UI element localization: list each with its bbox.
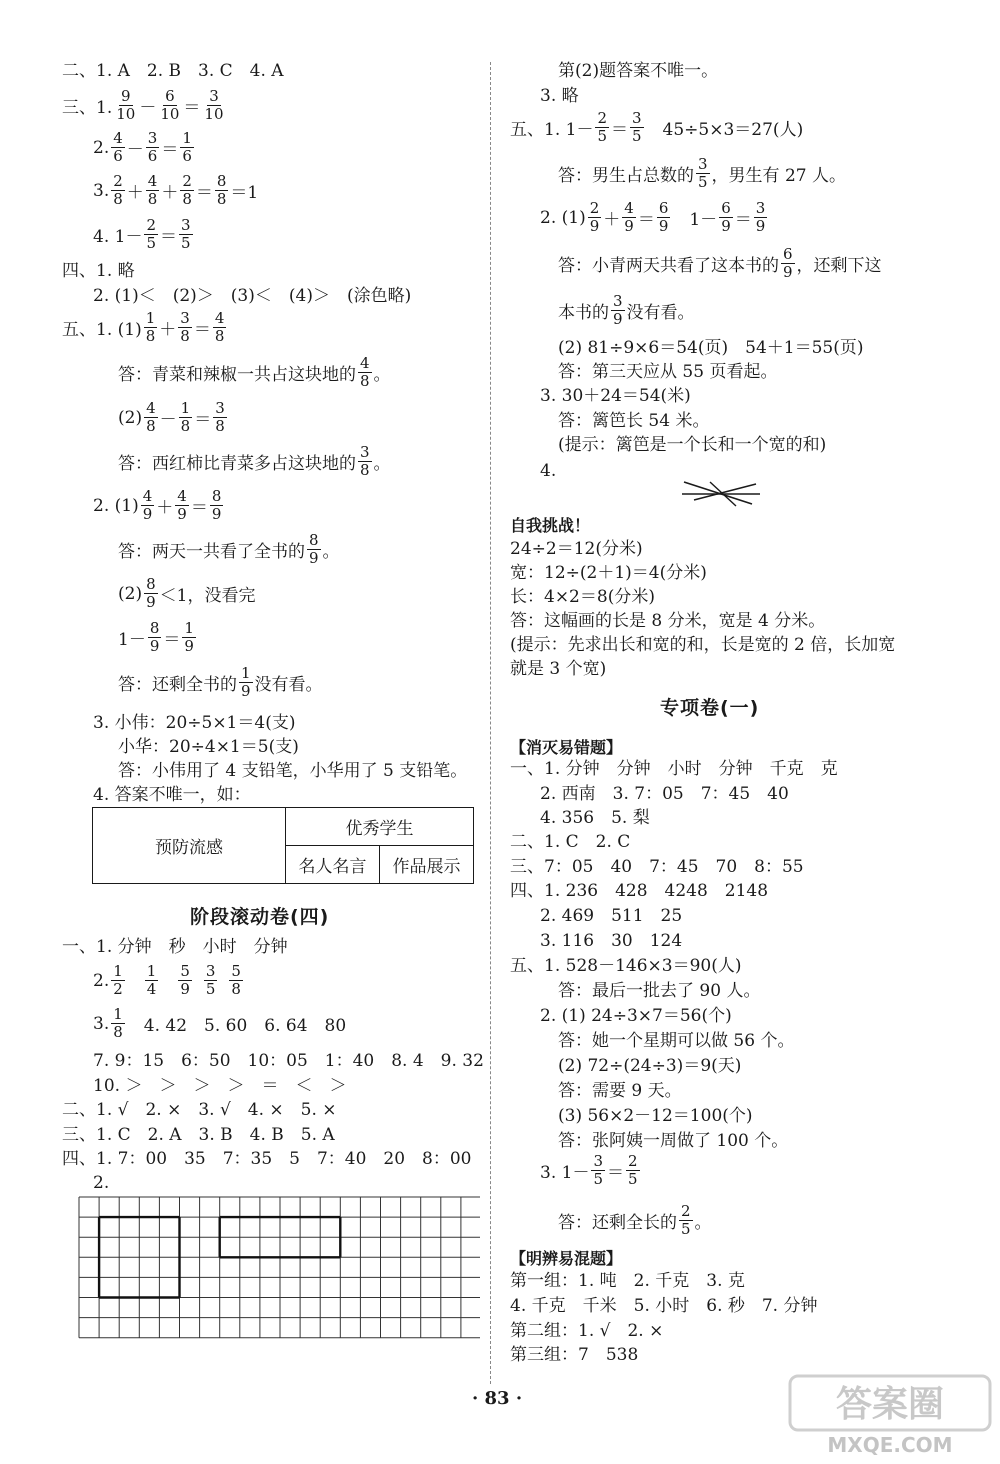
answer-line: 答：她一个星期可以做 56 个。 (558, 1031, 795, 1051)
answer-sentence: 答：两天一共看了全书的 $\frac{8}{9}$ 。 (118, 531, 340, 567)
fraction: $\frac{3}{6}$ (147, 129, 158, 165)
fraction: $\frac{4}{8}$ (147, 172, 158, 208)
answer-line: 三、1. C 2. A 3. B 4. B 5. A (62, 1125, 335, 1145)
svg-text:MXQE.COM: MXQE.COM (827, 1433, 953, 1457)
answer-line: 2. (1) 24÷3×7＝56(个) (540, 1006, 732, 1026)
answer-line: 答：小伟用了 4 支铅笔，小华用了 5 支铅笔。 (118, 761, 468, 781)
answer-line: 一、1. 分钟 秒 小时 分钟 (62, 937, 288, 957)
fraction-equation: 1－ $\frac{8}{9}$ ＝ $\frac{1}{9}$ (118, 619, 194, 655)
svg-text:答案圈: 答案圈 (835, 1384, 945, 1425)
crossing-lines-drawing (680, 478, 762, 510)
fraction: $\frac{3}{8}$ (180, 309, 190, 345)
answer-sentence: 答：小青两天共看了这本书的 $\frac{6}{9}$ ，还剩下这 (558, 245, 882, 281)
answer-line: (提示：先求出长和宽的和，长是宽的 2 倍，长加宽 (510, 635, 896, 655)
fraction-equation: 3. 1－ $\frac{3}{5}$ ＝ $\frac{2}{5}$ (540, 1152, 638, 1188)
award-table (92, 807, 474, 884)
fraction: $\frac{5}{9}$ (180, 962, 190, 998)
fraction: $\frac{2}{9}$ (589, 199, 600, 235)
answer-line: (2) 81÷9×6＝54(页) 54＋1＝55(页) (558, 338, 864, 358)
answer-line: 一、1. 分钟 分钟 小时 分钟 千克 克 (510, 759, 838, 779)
table-cell: 作品展示 (380, 846, 474, 884)
fraction: $\frac{5}{8}$ (231, 962, 241, 998)
answer-line: 二、1. √ 2. × 3. √ 4. × 5. × (62, 1100, 337, 1120)
fraction: $\frac{1}{9}$ (241, 664, 251, 700)
fraction-equation: 3. $\frac{2}{8}$ ＋ $\frac{4}{8}$ ＋ $\frac{2}{8}$ ＝ $\frac{8}{8}$ ＝1 (93, 172, 259, 208)
fraction-equation: 4. 1－ $\frac{2}{5}$ ＝ $\frac{3}{5}$ (93, 216, 191, 252)
answer-line: 答：第三天应从 55 页看起。 (558, 362, 778, 382)
fraction: $\frac{4}{9}$ (177, 487, 187, 523)
fraction-equation: 2. $\frac{4}{6}$ － $\frac{3}{6}$ ＝ $\frac{1}{6}$ (93, 129, 192, 165)
answer-line: 3. 小伟：20÷5×1＝4(支) (93, 713, 296, 733)
section-title: 阶段滚动卷(四) (190, 906, 330, 928)
answer-line: 第(2)题答案不唯一。 (558, 61, 719, 81)
fraction: $\frac{3}{5}$ (181, 216, 191, 252)
answer-line: 小华：20÷4×1＝5(支) (118, 737, 299, 757)
fraction: $\frac{1}{2}$ (113, 962, 123, 998)
answer-line: 2. (93, 1173, 110, 1193)
challenge-heading: 自我挑战！ (510, 516, 591, 535)
answer-line: (3) 56×2－12＝100(个) (558, 1106, 753, 1126)
answer-line: 四、1. 7：00 35 7：35 5 7：40 20 8：00 (62, 1149, 472, 1169)
answer-line: 2. 西南 3. 7：05 7：45 40 (540, 784, 789, 804)
fraction: $\frac{8}{9}$ (149, 619, 160, 655)
fraction-equation: 五、1. (1) $\frac{1}{8}$ ＋ $\frac{3}{8}$ ＝ $\frac{4}{8}$ (62, 309, 225, 345)
table-cell: 优秀学生 (286, 808, 474, 846)
answer-sentence: 答：西红柿比青菜多占这块地的 $\frac{3}{8}$ 。 (118, 443, 391, 479)
answer-sentence: 答：青菜和辣椒一共占这块地的 $\frac{4}{8}$ 。 (118, 354, 391, 390)
subsection-heading: 【消灭易错题】 (510, 738, 623, 757)
answer-line: 三、7：05 40 7：45 70 8：55 (510, 857, 804, 877)
fraction: $\frac{2}{5}$ (681, 1202, 691, 1238)
answer-line: 答：需要 9 天。 (558, 1081, 682, 1101)
answer-line: 第一组：1. 吨 2. 千克 3. 克 (510, 1271, 745, 1291)
fraction: $\frac{3}{8}$ (360, 443, 370, 479)
fraction: $\frac{3}{5}$ (205, 962, 216, 998)
table-cell: 预防流感 (93, 808, 286, 884)
answer-line: 4. 千克 千米 5. 小时 6. 秒 7. 分钟 (510, 1296, 818, 1316)
answer-line: 3. 略 (540, 86, 579, 106)
answer-line: 7. 9：15 6：50 10：05 1：40 8. 4 9. 32 (93, 1051, 484, 1071)
fraction: $\frac{6}{9}$ (658, 199, 669, 235)
page-number: · 83 · (472, 1388, 523, 1409)
fraction: $\frac{2}{5}$ (146, 216, 156, 252)
fraction: $\frac{3}{8}$ (215, 399, 225, 435)
fraction: $\frac{3}{9}$ (755, 199, 766, 235)
fraction: $\frac{4}{9}$ (142, 487, 153, 523)
answer-line: 2. (1)＜ (2)＞ (3)＜ (4)＞ (涂色略) (93, 286, 412, 306)
answer-line: 4. 356 5. 梨 (540, 808, 650, 828)
fraction: $\frac{3}{5}$ (593, 1152, 603, 1188)
answer-line: 就是 3 个宽) (510, 659, 607, 679)
fraction: $\frac{4}{8}$ (214, 309, 225, 345)
answer-line: 第三组：7 538 (510, 1345, 639, 1365)
watermark-logo (782, 1374, 992, 1458)
fraction: $\frac{1}{9}$ (184, 619, 194, 655)
fraction-equation: 三、1. $\frac{9}{10}$ － $\frac{6}{10}$ ＝ $\frac{3}{10}$ (62, 87, 224, 123)
fraction: $\frac{2}{5}$ (597, 109, 607, 145)
answer-line: 长：4×2＝8(分米) (510, 587, 655, 607)
answer-line: 答：篱笆长 54 米。 (558, 411, 710, 431)
fraction: $\frac{2}{8}$ (113, 172, 123, 208)
answer-line: 宽：12÷(2＋1)＝4(分米) (510, 563, 707, 583)
answer-line: 四、1. 略 (62, 261, 135, 281)
fraction-equation: (2) $\frac{4}{8}$ － $\frac{1}{8}$ ＝ $\frac{3}{8}$ (118, 399, 225, 435)
grid-drawing (78, 1196, 480, 1342)
column-divider (490, 62, 491, 1384)
subsection-heading: 【明辨易混题】 (510, 1249, 623, 1268)
fraction: $\frac{6}{9}$ (721, 199, 731, 235)
fraction: $\frac{1}{8}$ (113, 1005, 123, 1041)
answer-line: 3. 30＋24＝54(米) (540, 386, 691, 406)
answer-line: 五、1. 528－146×3＝90(人) (510, 956, 742, 976)
answer-line: 10. ＞ ＞ ＞ ＞ ＝ ＜ ＞ (93, 1076, 347, 1096)
answer-line: 二、1. A 2. B 3. C 4. A (62, 61, 284, 81)
answer-line: 答：最后一批去了 90 人。 (558, 981, 761, 1001)
table-cell: 名人名言 (286, 846, 380, 884)
section-title: 专项卷(一) (660, 697, 760, 719)
fraction: $\frac{8}{9}$ (211, 487, 222, 523)
fraction: $\frac{1}{4}$ (146, 962, 157, 998)
fraction: $\frac{3}{5}$ (698, 155, 708, 191)
fraction: $\frac{3}{10}$ (204, 87, 224, 123)
answer-line: 4. 答案不唯一，如： (93, 785, 251, 805)
fraction-equation: 五、1. 1－ $\frac{2}{5}$ ＝ $\frac{3}{5}$ 45÷5×3＝27(人) (510, 109, 804, 145)
fraction: $\frac{4}{8}$ (146, 399, 156, 435)
fraction: $\frac{1}{8}$ (145, 309, 156, 345)
answer-line: 2. 469 511 25 (540, 906, 683, 926)
fraction: $\frac{8}{8}$ (216, 172, 227, 208)
answer-line: (提示：篱笆是一个长和一个宽的和) (558, 435, 827, 455)
answer-sentence: 答：还剩全长的 $\frac{2}{5}$ 。 (558, 1202, 712, 1238)
answer-line: 第二组：1. √ 2. × (510, 1321, 664, 1341)
answer-line: 3. 116 30 124 (540, 931, 683, 951)
fraction: $\frac{3}{5}$ (632, 109, 642, 145)
answer-sentence: 本书的 $\frac{3}{9}$ 没有看。 (558, 292, 695, 328)
answer-line: 二、1. C 2. C (510, 832, 631, 852)
answer-line: 24÷2＝12(分米) (510, 539, 643, 559)
fraction: $\frac{1}{8}$ (180, 399, 191, 435)
answer-line: 4. (540, 461, 557, 481)
fraction-statement: (2) $\frac{8}{9}$ ＜1，没看完 (118, 575, 256, 611)
fraction: $\frac{2}{5}$ (628, 1152, 638, 1188)
answer-sentence: 答：还剩全书的 $\frac{1}{9}$ 没有看。 (118, 664, 323, 700)
fraction-equation: 2. (1) $\frac{2}{9}$ ＋ $\frac{4}{9}$ ＝ $\frac{6}{9}$ 1－ $\frac{6}{9}$ ＝ $\frac{3}{9}$ (540, 199, 766, 235)
answer-line: 答：这幅画的长是 8 分米，宽是 4 分米。 (510, 611, 826, 631)
fraction: $\frac{8}{9}$ (309, 531, 319, 567)
fraction: $\frac{4}{8}$ (360, 354, 370, 390)
fraction-list: 2. $\frac{1}{2}$ $\frac{1}{4}$ $\frac{5}{9}$ $\frac{3}{5}$ $\frac{5}{8}$ (93, 962, 241, 998)
fraction: $\frac{8}{9}$ (146, 575, 156, 611)
fraction: $\frac{2}{8}$ (182, 172, 192, 208)
answer-line: 四、1. 236 428 4248 2148 (510, 881, 769, 901)
fraction: $\frac{3}{9}$ (613, 292, 623, 328)
fraction: $\frac{6}{9}$ (783, 245, 793, 281)
answer-line: 3. $\frac{1}{8}$ 4. 42 5. 60 6. 64 80 (93, 1005, 347, 1041)
fraction-equation: 2. (1) $\frac{4}{9}$ ＋ $\frac{4}{9}$ ＝ $\frac{8}{9}$ (93, 487, 222, 523)
fraction: $\frac{1}{6}$ (182, 129, 192, 165)
answer-sentence: 答：男生占总数的 $\frac{3}{5}$ ，男生有 27 人。 (558, 155, 846, 191)
fraction: $\frac{4}{6}$ (113, 129, 123, 165)
fraction: $\frac{6}{10}$ (160, 87, 180, 123)
answer-line: 答：张阿姨一周做了 100 个。 (558, 1131, 789, 1151)
fraction: $\frac{4}{9}$ (624, 199, 634, 235)
answer-line: (2) 72÷(24÷3)＝9(天) (558, 1056, 742, 1076)
fraction: $\frac{9}{10}$ (116, 87, 136, 123)
